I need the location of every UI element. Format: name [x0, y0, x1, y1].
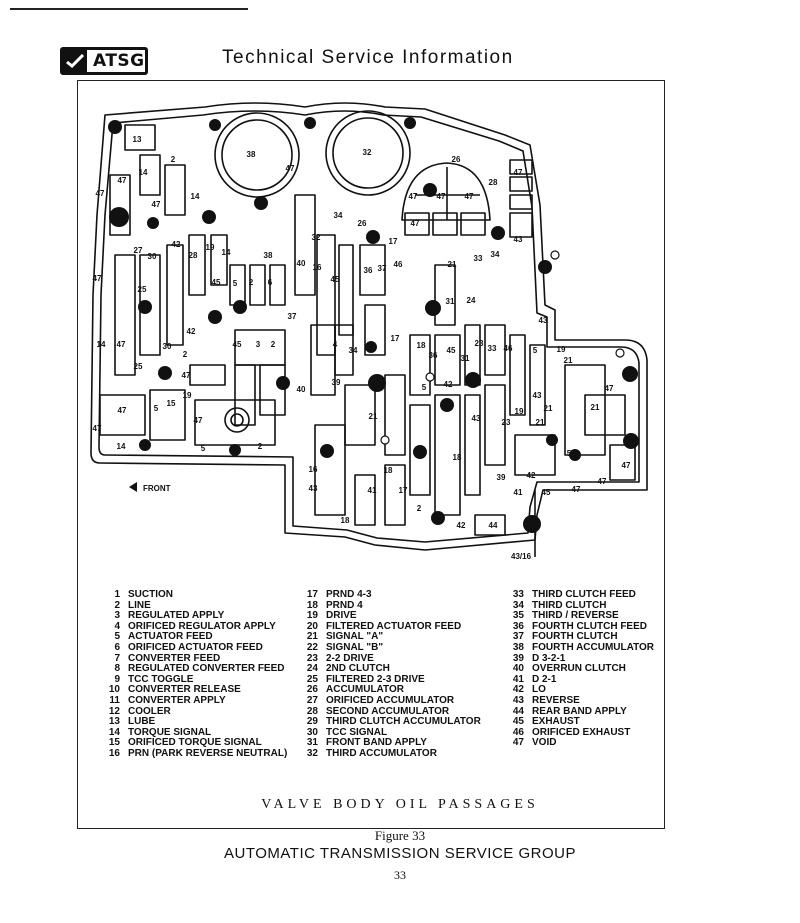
- legend-text: REAR BAND APPLY: [532, 705, 627, 717]
- passage-label: 26: [357, 219, 367, 228]
- passage-label: 41: [364, 344, 374, 353]
- legend-number: 26: [306, 684, 318, 696]
- legend-number: 25: [306, 673, 318, 685]
- page-title: Technical Service Information: [222, 47, 514, 68]
- legend-item: [96, 696, 287, 707]
- passage-label: 47: [285, 164, 295, 173]
- legend-item: [294, 590, 481, 601]
- legend-column-1: [96, 590, 287, 760]
- legend-item: [96, 643, 287, 654]
- passage-label: 44: [488, 521, 498, 530]
- passage-label: 47: [513, 168, 523, 177]
- legend-number: 15: [108, 737, 120, 749]
- passage-label: 47: [116, 340, 126, 349]
- legend-text: FOURTH ACCUMULATOR: [532, 641, 655, 653]
- passage-label: 39: [331, 378, 341, 387]
- legend-text: THIRD CLUTCH: [532, 599, 607, 611]
- legend-text: ORIFICED ACTUATOR FEED: [128, 641, 263, 653]
- passage-label: 32: [362, 148, 372, 157]
- legend-text: COOLER: [128, 705, 171, 717]
- legend-item: [500, 590, 654, 601]
- passage-label: 47: [621, 461, 631, 470]
- passage-label: 45: [232, 340, 242, 349]
- legend-item: [294, 601, 481, 612]
- legend-number: 35: [512, 610, 524, 622]
- passage-label: 33: [487, 344, 497, 353]
- valve-body-outline: [91, 103, 647, 550]
- legend-text: TCC TOGGLE: [128, 673, 194, 685]
- passage-label: 14: [96, 340, 106, 349]
- passage-label: 18: [383, 466, 393, 475]
- passage-label: 2: [270, 340, 276, 349]
- passage-label: 2: [182, 350, 188, 359]
- legend-item: [500, 738, 654, 749]
- legend-text: FOURTH CLUTCH FEED: [532, 620, 647, 632]
- legend-item: [294, 696, 481, 707]
- legend-number: 3: [114, 610, 120, 622]
- passage-label: 34: [333, 211, 343, 220]
- passage-label: 45: [330, 275, 340, 284]
- legend-text: PRND 4-3: [326, 589, 372, 600]
- passage-label: 40: [296, 385, 306, 394]
- legend-text: SUCTION: [128, 589, 173, 600]
- legend-number: 34: [512, 599, 524, 611]
- legend-text: CONVERTER RELEASE: [128, 684, 241, 696]
- legend-text: PRND 4: [326, 599, 363, 611]
- passage-label: 2: [416, 504, 422, 513]
- legend-number: 32: [306, 747, 318, 759]
- page-number: 33: [394, 868, 406, 882]
- legend-text: OVERRUN CLUTCH: [532, 663, 626, 675]
- legend-text: LO: [532, 684, 546, 696]
- passage-label: 21: [535, 418, 545, 427]
- legend-number: 31: [306, 737, 318, 749]
- passage-label: 2: [170, 155, 176, 164]
- legend-number: 10: [108, 684, 120, 696]
- passage-label: 41: [513, 488, 523, 497]
- legend-text: THIRD CLUTCH ACCUMULATOR: [326, 716, 481, 728]
- passage-label: 47: [571, 485, 581, 494]
- passage-label: 17: [388, 237, 398, 246]
- passage-label: 47: [464, 192, 474, 201]
- passage-label: 47: [436, 192, 446, 201]
- legend-column-3: [500, 590, 654, 749]
- legend-text: D 2-1: [532, 673, 557, 685]
- legend-number: 4: [114, 620, 120, 632]
- legend-text: FOURTH CLUTCH: [532, 631, 618, 643]
- passage-label: 43: [308, 484, 318, 493]
- legend-number: 46: [512, 726, 524, 738]
- passage-label: 42: [456, 521, 466, 530]
- legend-text: SIGNAL "A": [326, 631, 384, 643]
- legend-item: [96, 749, 287, 760]
- legend-number: 5: [114, 631, 120, 643]
- passage-label: 5: [532, 346, 538, 355]
- passage-label: 23: [474, 339, 484, 348]
- passage-label: 42: [186, 327, 196, 336]
- passage-label: 21: [368, 412, 378, 421]
- legend-number: 6: [114, 641, 120, 653]
- legend-number: 14: [108, 726, 120, 738]
- passage-label: 5: [153, 404, 159, 413]
- passage-label: 31: [460, 354, 470, 363]
- legend-number: 33: [512, 589, 524, 600]
- passage-label: 4: [332, 340, 338, 349]
- passage-label: 19: [182, 391, 192, 400]
- legend-text: CONVERTER APPLY: [128, 694, 226, 706]
- legend-number: 45: [512, 716, 524, 728]
- passage-label: 5: [421, 383, 427, 392]
- legend-number: 42: [512, 684, 524, 696]
- legend-item: [294, 622, 481, 633]
- passage-label: 6: [267, 278, 273, 287]
- passage-label: 47: [181, 371, 191, 380]
- footer-title: AUTOMATIC TRANSMISSION SERVICE GROUP: [224, 845, 576, 862]
- passage-label: 41: [367, 486, 377, 495]
- legend-text: PRN (PARK REVERSE NEUTRAL): [128, 747, 288, 759]
- passage-label: 43: [513, 235, 523, 244]
- legend-item: [294, 749, 481, 760]
- valve-body-diagram: [85, 95, 655, 575]
- passage-label: 25: [133, 362, 143, 371]
- legend-number: 29: [306, 716, 318, 728]
- passage-label: 15: [166, 399, 176, 408]
- passage-label: 42: [526, 471, 536, 480]
- passage-label: 14: [190, 192, 200, 201]
- passage-label: 14: [138, 168, 148, 177]
- legend-column-2: [294, 590, 481, 760]
- legend-text: ACTUATOR FEED: [128, 631, 213, 643]
- passage-label: 23: [501, 418, 511, 427]
- front-arrow-icon: [129, 482, 137, 492]
- passage-label: 19: [514, 407, 524, 416]
- passage-label: 39: [496, 473, 506, 482]
- legend-number: 12: [108, 705, 120, 717]
- figure-label: Figure 33: [374, 828, 426, 843]
- passage-label: 26: [451, 155, 461, 164]
- legend-text: 2ND CLUTCH: [326, 663, 390, 675]
- legend-number: 1: [114, 589, 120, 600]
- legend-text: EXHAUST: [532, 716, 580, 728]
- legend-number: 20: [306, 620, 318, 632]
- legend-text: FILTERED ACTUATOR FEED: [326, 620, 462, 632]
- legend-number: 9: [114, 673, 120, 685]
- passage-label: 17: [390, 334, 400, 343]
- legend-text: FRONT BAND APPLY: [326, 737, 427, 749]
- legend-text: D 3-2-1: [532, 652, 566, 664]
- legend-item: [96, 590, 287, 601]
- legend-number: 37: [512, 631, 524, 643]
- passage-label: 47: [193, 416, 203, 425]
- legend-number: 19: [306, 610, 318, 622]
- passage-label: 24: [466, 296, 476, 305]
- passage-label: 47: [117, 406, 127, 415]
- passage-label: 17: [398, 486, 408, 495]
- top-rule: [10, 8, 248, 10]
- legend-number: 8: [114, 663, 120, 675]
- passage-label: 21: [590, 403, 600, 412]
- passage-label: 31: [445, 297, 455, 306]
- passage-label: 18: [340, 516, 350, 525]
- legend-text: ORIFICED EXHAUST: [532, 726, 631, 738]
- passage-label: 46: [503, 344, 513, 353]
- legend-text: REGULATED CONVERTER FEED: [128, 663, 285, 675]
- legend-number: 7: [114, 652, 120, 664]
- passage-label: 13: [132, 135, 142, 144]
- diagram-caption: VALVE BODY OIL PASSAGES: [261, 797, 539, 812]
- legend-number: 47: [512, 737, 524, 749]
- legend-item: [500, 696, 654, 707]
- legend-number: 28: [306, 705, 318, 717]
- legend-number: 39: [512, 652, 524, 664]
- legend-text: THIRD CLUTCH FEED: [532, 589, 636, 600]
- passage-label: 18: [452, 453, 462, 462]
- passage-label: 32: [311, 233, 321, 242]
- legend-number: 44: [512, 705, 524, 717]
- passage-label: 27: [133, 246, 143, 255]
- legend-text: FILTERED 2-3 DRIVE: [326, 673, 425, 685]
- legend-text: REVERSE: [532, 694, 580, 706]
- legend-text: ORIFICED REGULATOR APPLY: [128, 620, 276, 632]
- passage-label: 14: [221, 248, 231, 257]
- legend-number: 41: [512, 673, 524, 685]
- passage-label: 43: [532, 391, 542, 400]
- legend-text: 2-2 DRIVE: [326, 652, 374, 664]
- legend-text: REGULATED APPLY: [128, 610, 225, 622]
- passage-label: 47: [410, 219, 420, 228]
- legend-number: 22: [306, 641, 318, 653]
- legend-text: THIRD ACCUMULATOR: [326, 747, 437, 759]
- passage-label: 21: [543, 404, 553, 413]
- legend-number: 11: [109, 694, 120, 706]
- passage-label: 37: [287, 312, 297, 321]
- passage-label: 28: [488, 178, 498, 187]
- legend-item: [500, 643, 654, 654]
- passage-label: 38: [246, 150, 256, 159]
- passage-label: 18: [416, 341, 426, 350]
- legend-number: 30: [306, 726, 318, 738]
- passage-label: 34: [490, 250, 500, 259]
- legend-item: [294, 643, 481, 654]
- logo-text: ATSG: [93, 51, 145, 71]
- legend-item: [294, 717, 481, 728]
- legend-text: THIRD / REVERSE: [532, 610, 619, 622]
- passage-label: 47: [117, 176, 127, 185]
- passage-label: 47: [408, 192, 418, 201]
- legend-item: [294, 632, 481, 643]
- passage-label: 43: [538, 316, 548, 325]
- legend-text: TCC SIGNAL: [326, 726, 388, 738]
- legend-number: 24: [306, 663, 318, 675]
- passage-label: 42: [171, 240, 181, 249]
- legend-text: DRIVE: [326, 610, 357, 622]
- passage-label: 47: [597, 477, 607, 486]
- oil-passage-holes: [108, 117, 639, 533]
- legend-text: ORIFICED ACCUMULATOR: [326, 694, 455, 706]
- passage-label: 46: [393, 260, 403, 269]
- passage-label: 14: [116, 442, 126, 451]
- passage-label: 16: [312, 263, 322, 272]
- passage-label: 19: [556, 345, 566, 354]
- passage-label: 47: [92, 424, 102, 433]
- legend-number: 43: [512, 694, 524, 706]
- passage-label: 43: [471, 414, 481, 423]
- passage-label: 30: [147, 252, 157, 261]
- passage-label: 47: [604, 384, 614, 393]
- passage-label: 2: [248, 278, 254, 287]
- legend-number: 23: [306, 652, 318, 664]
- passage-label: 47: [151, 200, 161, 209]
- passage-label: 36: [428, 351, 438, 360]
- bottom-label: 43/16: [511, 552, 532, 561]
- passage-label: 47: [95, 189, 105, 198]
- passage-label: 21: [563, 356, 573, 365]
- legend-text: LUBE: [128, 716, 156, 728]
- passage-label: 45: [541, 488, 551, 497]
- passage-label: 16: [308, 465, 318, 474]
- legend-text: ORIFICED TORQUE SIGNAL: [128, 737, 262, 749]
- legend-number: 13: [108, 716, 120, 728]
- passage-label: 40: [296, 259, 306, 268]
- legend-item: [96, 707, 287, 718]
- passage-label: 38: [263, 251, 273, 260]
- legend-text: VOID: [532, 737, 557, 749]
- atsg-logo: [60, 47, 148, 75]
- passage-label: 37: [377, 264, 387, 273]
- passage-label: 3: [255, 340, 261, 349]
- front-label: FRONT: [143, 484, 171, 493]
- legend-text: TORQUE SIGNAL: [128, 726, 212, 738]
- legend-number: 38: [512, 641, 524, 653]
- passage-label: 45: [446, 346, 456, 355]
- legend-text: ACCUMULATOR: [326, 684, 404, 696]
- legend-text: LINE: [128, 599, 151, 611]
- legend-number: 40: [512, 663, 524, 675]
- legend-text: CONVERTER FEED: [128, 652, 221, 664]
- passage-label: 45: [211, 278, 221, 287]
- passage-label: 36: [363, 266, 373, 275]
- legend-number: 17: [306, 589, 318, 600]
- passage-label: 5: [566, 449, 572, 458]
- passage-label: 25: [137, 285, 147, 294]
- passage-label: 19: [205, 243, 215, 252]
- passage-label: 5: [232, 279, 238, 288]
- passage-label: 28: [188, 251, 198, 260]
- passage-label: 2: [257, 442, 263, 451]
- passage-label: 5: [200, 444, 206, 453]
- passage-label: 33: [473, 254, 483, 263]
- legend-number: 36: [512, 620, 524, 632]
- passage-label: 21: [447, 260, 457, 269]
- passage-label: 34: [348, 346, 358, 355]
- legend-number: 21: [306, 631, 318, 643]
- legend-text: SIGNAL "B": [326, 641, 384, 653]
- passage-label: 42: [443, 380, 453, 389]
- passage-label: 47: [92, 274, 102, 283]
- legend-number: 27: [306, 694, 318, 706]
- legend-text: SECOND ACCUMULATOR: [326, 705, 450, 717]
- passage-label: 30: [162, 342, 172, 351]
- legend-number: 18: [306, 599, 318, 611]
- legend-number: 2: [114, 599, 120, 611]
- checkmark-icon: [63, 50, 87, 72]
- legend-number: 16: [108, 747, 120, 759]
